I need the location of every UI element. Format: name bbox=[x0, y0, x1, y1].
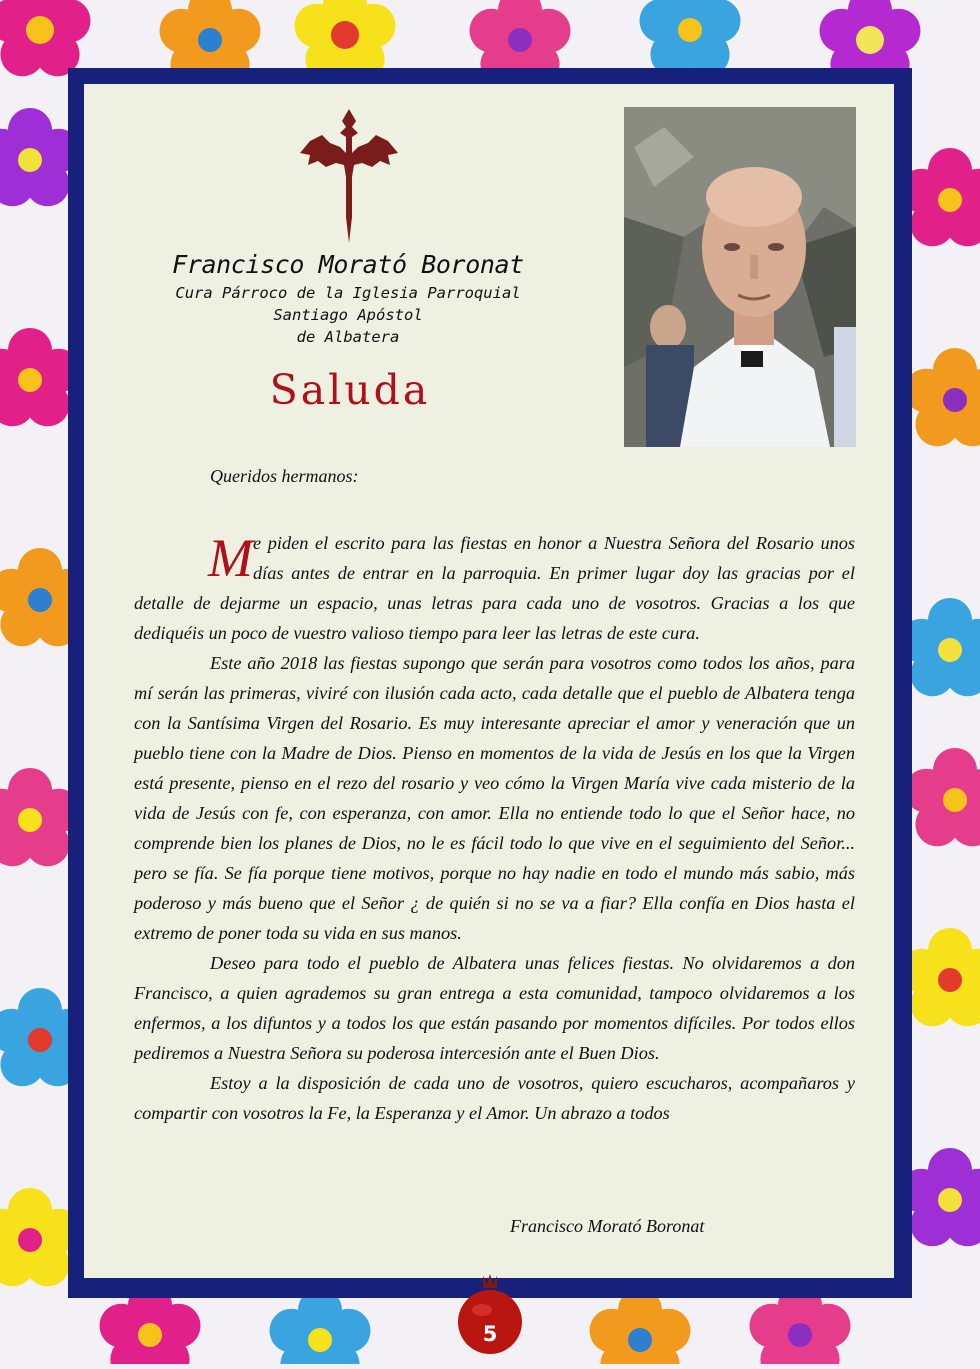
author-role bbox=[146, 282, 550, 348]
page-number: 5 bbox=[482, 1322, 498, 1346]
role-line: Santiago Apóstol bbox=[273, 306, 423, 324]
paragraph bbox=[134, 528, 855, 648]
page-title: Saluda bbox=[269, 366, 431, 414]
paragraph: Deseo para todo el pueblo de Albatera unas felices fiestas. No olvidaremos a don Francisco, a quien agrademos su gran entrega a esta comunidad, tampoco olvidaremos a los enfermos, a los difuntos y a todos los que están pasando por momentos difíciles. Por todos ellos pediremos a Nuestra Señora su poderosa intercesión ante el Buen Dios. bbox=[134, 953, 855, 1063]
paragraph-text: e piden el escrito para las fiestas en honor a Nuestra Señora del Rosario unos días antes de entrar en la parroquia. En primer lugar doy las gracias por el detalle de dejarme un espacio, unas letras para cada uno de vosotros. Gracias a los que dediquéis un poco de vuestro valioso tiempo para leer las letras de este cura. bbox=[134, 533, 855, 643]
role-line: de Albatera bbox=[296, 328, 400, 346]
page-number-badge bbox=[455, 1272, 525, 1364]
pomegranate-icon bbox=[455, 1272, 525, 1364]
drop-cap: M bbox=[208, 528, 253, 588]
cross-of-saint-james-icon bbox=[296, 107, 402, 245]
paragraph: Este año 2018 las fiestas supongo que serán para vosotros como todos los años, para mí serán las primeras, viviré con ilusión cada acto, cada detalle que el pueblo de Albatera tenga con la Santísima Virgen del Rosario. Es muy interesante apreciar el amor y veneración que un pueblo tiene con la Madre de Dios. Pienso en momentos de la vida de Jesús en los que la Virgen está presente, pienso en el rezo del rosario y veo cómo la Virgen María vive cada misterio de la vida de Jesús con fe, con esperanza, con amor. Ella no entiende todo lo que el Señor hace, no comprende bien los planes de Dios, no le es fácil todo lo que vive en el seguimiento del Señor... pero se fía. Se fía porque tiene motivos, porque no hay nadie en todo el mundo más sabio, más poderoso y más bueno que el Señor ¿ de quién si no se va a fiar? Ella confía en Dios hasta el extremo de poner toda su vida en sus manos. bbox=[134, 653, 855, 943]
portrait-photo bbox=[624, 107, 856, 447]
role-line: Cura Párroco de la Iglesia Parroquial bbox=[175, 284, 521, 302]
letter-body bbox=[134, 528, 855, 1128]
signature: Francisco Morató Boronat bbox=[510, 1216, 705, 1236]
paragraph: Estoy a la disposición de cada uno de vosotros, quiero escucharos, acompañaros y compartir con vosotros la Fe, la Esperanza y el Amor. Un abrazo a todos bbox=[134, 1073, 855, 1123]
author-name: Francisco Morató Boronat bbox=[172, 250, 524, 279]
greeting: Queridos hermanos: bbox=[210, 466, 359, 486]
